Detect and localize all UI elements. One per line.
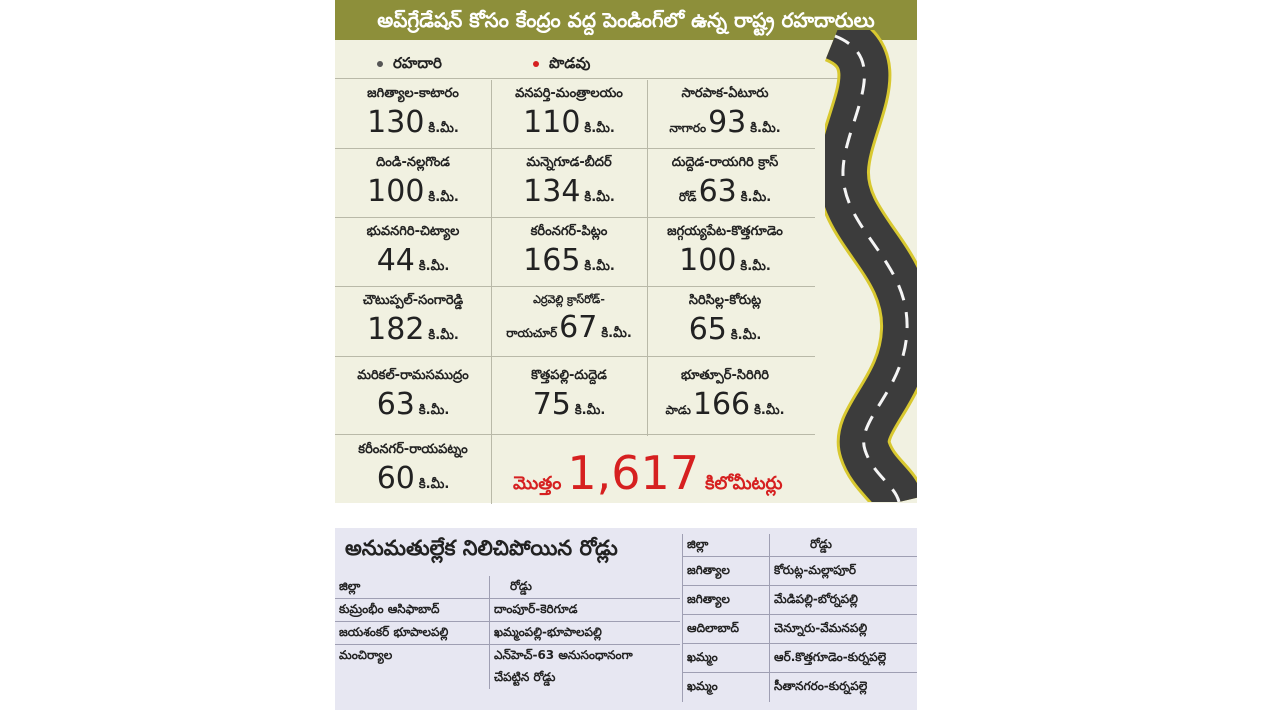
road-distance	[647, 106, 803, 140]
distance-unit: కి.మీ.	[584, 121, 615, 136]
district-cell: ఖమ్మం	[683, 644, 770, 673]
table-row	[335, 645, 680, 668]
road-distance	[491, 244, 647, 278]
road-header: రోడ్డు	[490, 576, 681, 599]
distance-value: 100	[679, 243, 737, 278]
road-name: దిండి-నల్లగొండ	[376, 155, 450, 170]
road-name: భువనగిరి-చిట్యాల	[366, 224, 460, 239]
road-cell	[335, 80, 491, 148]
district-cell: ఖమ్మం	[687, 678, 718, 693]
legend-length	[533, 54, 590, 76]
stalled-roads-title: అనుమతుల్లేక నిలిచిపోయిన రోడ్లు	[345, 536, 618, 560]
distance-value: 63	[698, 174, 737, 209]
grey-dot-icon	[377, 61, 383, 67]
road-name: జగ్గయ్యపేట-కొత్తగూడెం	[667, 224, 783, 239]
distance-value: 165	[523, 243, 581, 278]
road-distance	[491, 388, 647, 422]
road-cell	[647, 362, 803, 430]
road-cell	[335, 287, 491, 355]
road-cell	[491, 362, 647, 430]
distance-unit: కి.మీ.	[584, 259, 615, 274]
distance-value: 166	[692, 387, 751, 422]
road-cell	[335, 362, 491, 430]
table-row	[683, 644, 918, 673]
distance-unit: కి.మీ.	[574, 403, 606, 418]
road-name: జగిత్యాల-కాటారం	[367, 86, 459, 101]
table-row	[335, 599, 680, 622]
distance-value: 75	[532, 387, 571, 422]
road-cell	[647, 149, 803, 217]
road-distance	[335, 313, 491, 347]
distance-value: 182	[367, 312, 425, 347]
red-dot-icon	[533, 61, 539, 67]
grid-divider	[335, 356, 815, 357]
distance-value: 110	[523, 105, 581, 140]
road-distance	[491, 175, 647, 209]
road-name: కరీంనగర్-రాయపట్నం	[358, 442, 468, 457]
road-name: దుద్దెడ-రాయగిరి క్రాస్	[671, 155, 779, 170]
table-row	[683, 673, 918, 702]
road-name-continued: రాయచూర్	[506, 326, 558, 340]
road-distance	[647, 388, 803, 422]
district-cell: జగిత్యాల	[683, 557, 770, 586]
road-cell	[335, 218, 491, 286]
total-value: 1,617	[567, 446, 700, 500]
table-row	[683, 586, 918, 615]
district-cell: ఆదిలాబాద్	[683, 615, 770, 644]
road-cell: దాంపూర్-కెరిగూడ	[490, 599, 681, 622]
road-name: భూత్పూర్-సిరిగిరి	[681, 368, 769, 383]
distance-unit: కి.మీ.	[418, 403, 450, 418]
distance-unit: కి.మీ.	[418, 477, 450, 492]
table-row	[683, 557, 918, 586]
road-cell: సీతానగరం-కుర్నపల్లె	[770, 673, 918, 702]
total-label: మొత్తం	[513, 473, 562, 494]
legend-road	[377, 54, 442, 76]
distance-unit: కి.మీ.	[730, 328, 762, 343]
table-row	[335, 667, 680, 689]
distance-unit: కి.మీ.	[584, 190, 615, 205]
district-cell: జగిత్యాల	[683, 586, 770, 615]
distance-unit: కి.మీ.	[428, 190, 459, 205]
grid-divider	[335, 434, 815, 435]
road-name-continued: రోడ్	[678, 190, 697, 204]
distance-unit: కి.మీ.	[740, 259, 771, 274]
road-name: సారపాక-ఏటూరు	[681, 86, 769, 101]
road-name: మన్నెగూడ-బీదర్	[526, 155, 612, 170]
distance-value: 134	[523, 174, 581, 209]
distance-unit: కి.మీ.	[428, 328, 459, 343]
road-header: రోడ్డు	[770, 534, 918, 557]
road-distance	[647, 244, 803, 278]
road-cell: ఖమ్మంపల్లి-భూపాలపల్లి	[490, 622, 681, 645]
road-distance	[335, 462, 491, 496]
stalled-roads-table-right	[682, 534, 917, 702]
distance-unit: కి.మీ.	[750, 121, 781, 136]
distance-value: 60	[376, 461, 415, 496]
district-header: జిల్లా	[683, 534, 770, 557]
table-header-row	[335, 576, 680, 599]
distance-unit: కి.మీ.	[601, 326, 632, 341]
road-name: కరీంనగర్-పిట్లం	[530, 224, 608, 239]
winding-road-icon	[825, 30, 917, 502]
road-distance	[335, 388, 491, 422]
road-name-continued: పాడు	[665, 403, 691, 417]
road-cell: కోరుట్ల-మల్లాపూర్	[770, 557, 918, 586]
legend-road-label: రహదారి	[393, 54, 442, 72]
distance-unit: కి.మీ.	[754, 403, 785, 418]
road-name: చౌటుప్పల్-సంగారెడ్డి	[362, 293, 464, 308]
road-distance	[647, 175, 803, 209]
distance-value: 65	[688, 312, 727, 347]
road-cell	[335, 436, 491, 504]
stalled-roads-panel	[335, 528, 917, 710]
total-length	[513, 448, 813, 498]
road-distance	[491, 106, 647, 140]
road-distance	[335, 106, 491, 140]
district-cell: కుమ్రంభీం ఆసిఫాబాద్	[335, 599, 490, 622]
distance-unit: కి.మీ.	[418, 259, 450, 274]
road-cell	[491, 80, 647, 148]
road-name: ఎర్రవెల్లి క్రాస్‌రోడ్-	[533, 293, 605, 306]
road-distance	[335, 175, 491, 209]
panel-title: అప్‌గ్రేడేషన్ కోసం కేంద్రం వద్ద పెండింగ్‌లో ఉన్న రాష్ట్ర రహదారులు	[335, 0, 917, 40]
distance-value: 93	[708, 105, 747, 140]
district-cell: జయశంకర్ భూపాలపల్లి	[335, 622, 490, 645]
road-name: మరికల్-రామసముద్రం	[357, 368, 469, 383]
road-cell: ఎన్‌హెచ్-63 అనుసంధానంగా	[490, 645, 681, 668]
road-distance	[335, 244, 491, 278]
road-name: కొత్తపల్లి-దుద్దెడ	[531, 368, 607, 383]
district-header: జిల్లా	[335, 576, 490, 599]
road-cell	[647, 287, 803, 355]
road-cell	[491, 218, 647, 286]
road-cell: చెన్నూరు-వేమనపల్లి	[770, 615, 918, 644]
road-cell: చేపట్టిన రోడ్డు	[490, 667, 681, 689]
road-cell	[647, 218, 803, 286]
table-row	[683, 615, 918, 644]
stalled-roads-table-left	[335, 576, 680, 689]
road-cell	[647, 80, 803, 148]
legend	[335, 48, 855, 79]
distance-unit: కి.మీ.	[428, 121, 459, 136]
road-name-continued: నాగారం	[669, 121, 707, 135]
road-distance	[647, 313, 803, 347]
road-cell	[335, 149, 491, 217]
table-row	[335, 622, 680, 645]
road-cell: మేడిపల్లి-బోర్నపల్లి	[770, 586, 918, 615]
distance-value: 63	[376, 387, 415, 422]
road-cell	[491, 149, 647, 217]
total-unit: కిలోమీటర్లు	[705, 473, 783, 494]
distance-value: 130	[367, 105, 425, 140]
district-cell: మంచిర్యాల	[339, 647, 393, 662]
road-distance	[491, 311, 647, 345]
distance-unit: కి.మీ.	[740, 190, 772, 205]
distance-value: 100	[367, 174, 425, 209]
district-cell	[335, 667, 490, 689]
table-header-row	[683, 534, 918, 557]
distance-value: 44	[376, 243, 415, 278]
distance-value: 67	[559, 310, 598, 345]
road-cell	[491, 287, 647, 355]
legend-length-label: పొడవు	[549, 54, 591, 72]
road-name: వనపర్తి-మంత్రాలయం	[515, 86, 623, 101]
road-name: సిరిసిల్ల-కోరుట్ల	[688, 293, 762, 308]
road-cell: ఆర్.కొత్తగూడెం-కుర్నపల్లె	[770, 644, 918, 673]
